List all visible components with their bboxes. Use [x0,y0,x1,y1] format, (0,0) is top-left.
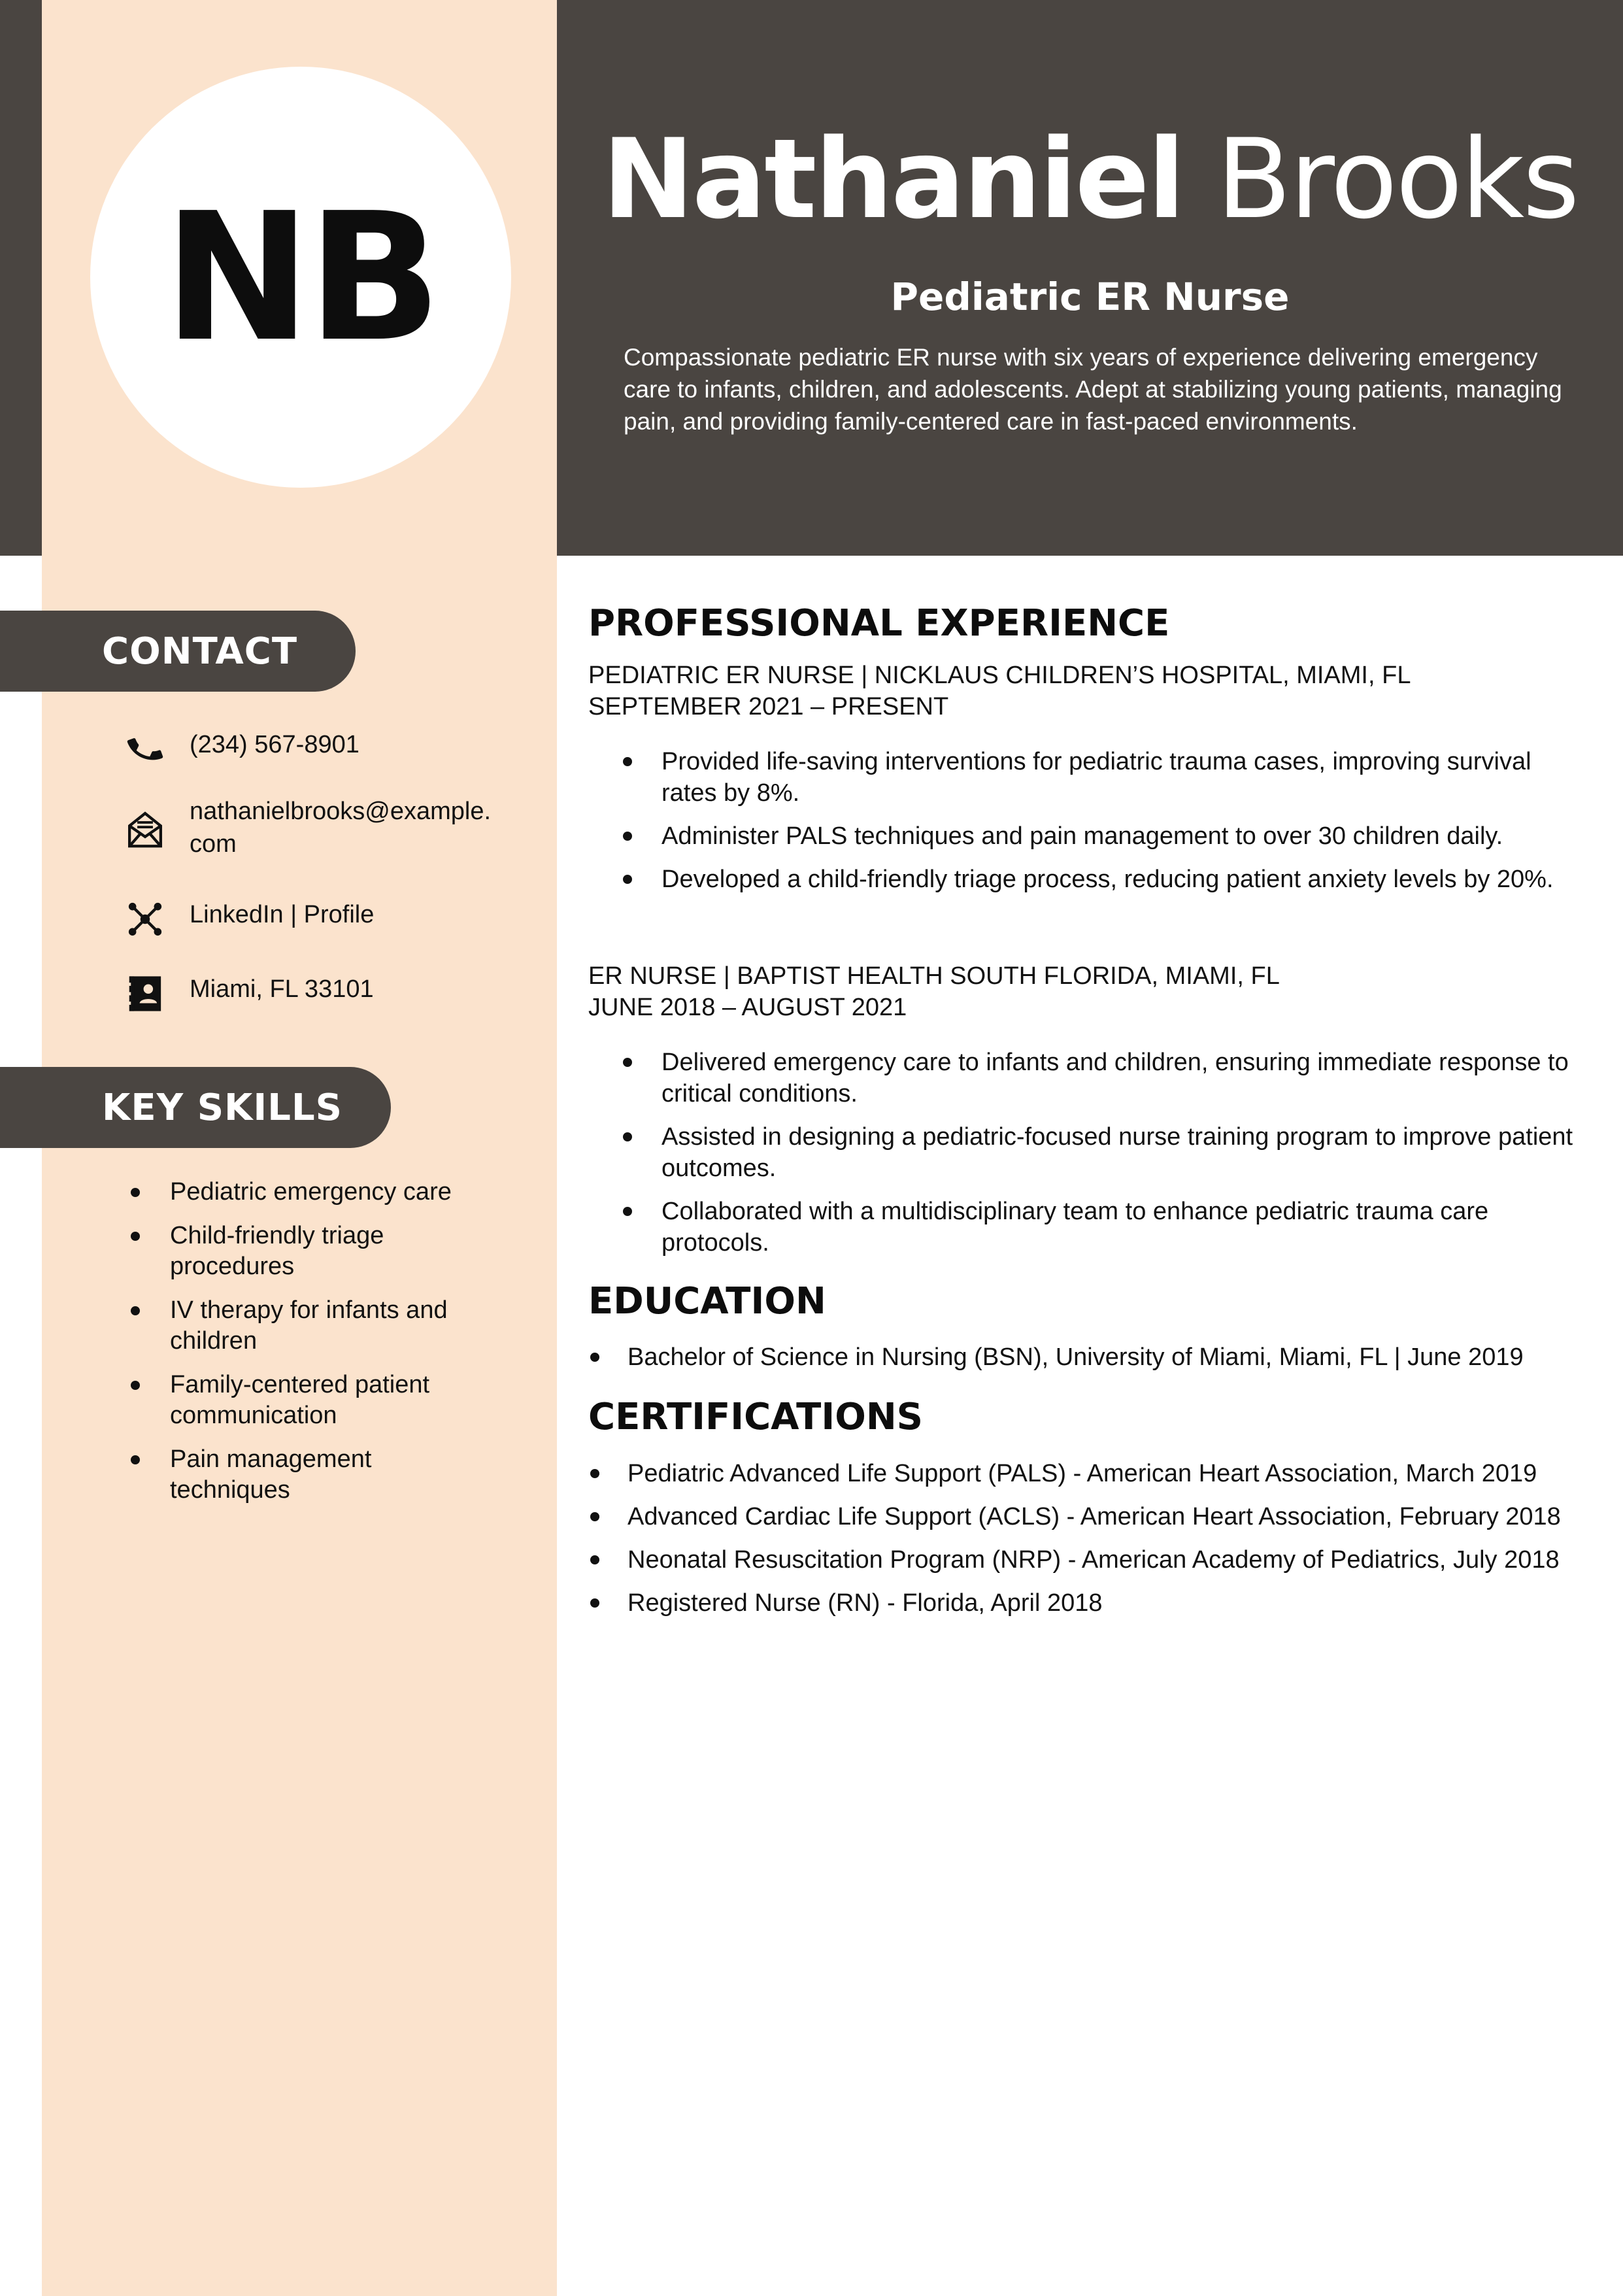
skill-item: IV therapy for infants and children [131,1295,497,1357]
skill-item: Pediatric emergency care [131,1177,497,1207]
monogram-initials: NB [163,174,438,380]
education-item: Bachelor of Science in Nursing (BSN), University of Miami, Miami, FL | June 2019 [588,1342,1582,1373]
job-bullets [588,1047,1582,1258]
job-bullet: Collaborated with a multidisciplinary team to enhance pediatric trauma care protocols. [588,1196,1582,1258]
job-dates: SEPTEMBER 2021 – PRESENT [588,693,949,721]
contact-email-row [124,795,503,860]
job-bullet: Administer PALS techniques and pain management to over 30 children daily. [588,820,1582,852]
job-bullet: Developed a child-friendly triage process, reducing patient anxiety levels by 20%. [588,864,1582,895]
linkedin-link[interactable]: LinkedIn | Profile [190,901,375,928]
job-bullet: Delivered emergency care to infants and children, ensuring immediate response to critical conditions. [588,1047,1582,1109]
education-list [588,1342,1582,1373]
certification-item: Pediatric Advanced Life Support (PALS) - American Heart Association, March 2019 [588,1458,1582,1489]
contact-heading-label: CONTACT [102,630,298,673]
contact-phone-row [124,728,503,770]
skill-item: Child-friendly triage procedures [131,1221,497,1282]
job-bullet: Provided life-saving interventions for pediatric trauma cases, improving survival rates by 8%. [588,746,1582,809]
contact-linkedin-row [124,898,503,940]
last-name: Brooks [1216,115,1578,243]
skill-item: Pain management techniques [131,1444,497,1506]
profile-summary: Compassionate pediatric ER nurse with six years of experience delivering emergency care to infants, children, and adolescents. Adept at stabilizing young patients, managing pain, and providing family-centered care in fast-paced environments. [624,344,1562,435]
job-bullet: Assisted in designing a pediatric-focused nurse training program to improve patient outcomes. [588,1121,1582,1184]
envelope-icon [124,808,166,850]
contact-heading [0,611,356,692]
job-title: Pediatric ER Nurse [890,275,1290,319]
certification-item: Neonatal Resuscitation Program (NRP) - American Academy of Pediatrics, July 2018 [588,1544,1582,1576]
left-dark-strip [0,0,42,556]
job-entry [588,660,1582,895]
job-title-employer: PEDIATRIC ER NURSE | NICKLAUS CHILDREN’S HOSPITAL, MIAMI, FL [588,662,1411,690]
contact-location-row [124,973,503,1015]
main-content [588,601,1582,1630]
job-dates: JUNE 2018 – AUGUST 2021 [588,994,907,1022]
network-icon [124,898,166,940]
phone-link[interactable]: (234) 567-8901 [190,731,360,758]
full-name [557,115,1623,243]
first-name: Nathaniel [602,115,1184,243]
certification-item: Registered Nurse (RN) - Florida, April 2018 [588,1587,1582,1619]
experience-heading: PROFESSIONAL EXPERIENCE [588,602,1170,645]
address-book-icon [124,973,166,1015]
location-text: Miami, FL 33101 [190,975,374,1003]
monogram-avatar [90,67,511,488]
certifications-list [588,1458,1582,1619]
job-entry [588,960,1582,1258]
skill-item: Family-centered patient communication [131,1370,497,1431]
certifications-heading: CERTIFICATIONS [588,1396,924,1439]
key-skills-heading-label: KEY SKILLS [102,1086,343,1129]
education-heading: EDUCATION [588,1280,826,1323]
certification-item: Advanced Cardiac Life Support (ACLS) - American Heart Association, February 2018 [588,1501,1582,1532]
email-link[interactable]: nathanielbrooks@example.com [190,798,492,858]
key-skills-list [131,1177,497,1519]
header-banner [557,0,1623,556]
phone-icon [124,728,166,770]
key-skills-heading [0,1067,391,1148]
job-title-employer: ER NURSE | BAPTIST HEALTH SOUTH FLORIDA, MIAMI, FL [588,962,1280,990]
job-bullets [588,746,1582,895]
